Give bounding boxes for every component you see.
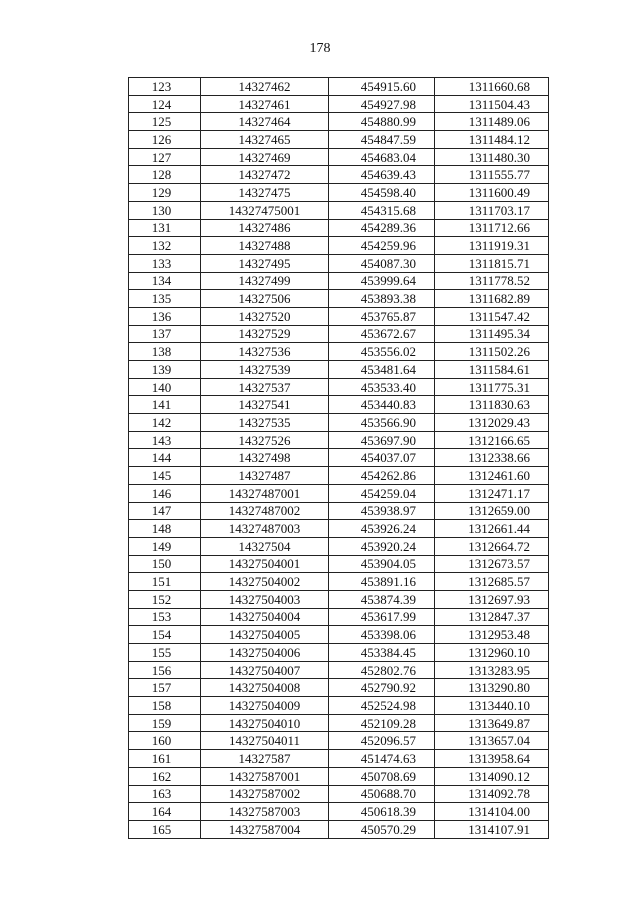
point-number-cell: 156 [129,661,201,679]
x-coordinate-cell: 453874.39 [329,590,435,608]
x-coordinate-cell: 453938.97 [329,502,435,520]
point-id-cell: 14327504003 [201,590,329,608]
y-coordinate-cell: 1311502.26 [435,343,549,361]
point-id-cell: 14327504001 [201,555,329,573]
table-row [129,626,549,644]
table-row [129,95,549,113]
point-id-cell: 14327539 [201,361,329,379]
x-coordinate-cell: 450688.70 [329,785,435,803]
y-coordinate-cell: 1312685.57 [435,573,549,591]
x-coordinate-cell: 450570.29 [329,820,435,838]
point-number-cell: 162 [129,767,201,785]
y-coordinate-cell: 1313440.10 [435,697,549,715]
x-coordinate-cell: 453926.24 [329,520,435,538]
x-coordinate-cell: 452524.98 [329,697,435,715]
table-row [129,431,549,449]
table-row [129,343,549,361]
y-coordinate-cell: 1311584.61 [435,361,549,379]
x-coordinate-cell: 454315.68 [329,201,435,219]
point-id-cell: 14327504 [201,537,329,555]
x-coordinate-cell: 454289.36 [329,219,435,237]
point-number-cell: 142 [129,414,201,432]
x-coordinate-cell: 452790.92 [329,679,435,697]
point-number-cell: 148 [129,520,201,538]
point-number-cell: 160 [129,732,201,750]
y-coordinate-cell: 1314090.12 [435,767,549,785]
x-coordinate-cell: 454262.86 [329,467,435,485]
point-id-cell: 14327536 [201,343,329,361]
x-coordinate-cell: 453556.02 [329,343,435,361]
y-coordinate-cell: 1312029.43 [435,414,549,432]
x-coordinate-cell: 453440.83 [329,396,435,414]
x-coordinate-cell: 454927.98 [329,95,435,113]
table-row [129,166,549,184]
point-number-cell: 157 [129,679,201,697]
point-id-cell: 14327472 [201,166,329,184]
y-coordinate-cell: 1312953.48 [435,626,549,644]
point-number-cell: 159 [129,714,201,732]
point-number-cell: 132 [129,237,201,255]
table-row [129,254,549,272]
y-coordinate-cell: 1314104.00 [435,803,549,821]
table-row [129,661,549,679]
point-number-cell: 129 [129,184,201,202]
table-row [129,537,549,555]
table-row [129,679,549,697]
table-row [129,644,549,662]
table-row [129,113,549,131]
table-row [129,714,549,732]
point-number-cell: 165 [129,820,201,838]
point-number-cell: 152 [129,590,201,608]
point-id-cell: 14327587001 [201,767,329,785]
point-number-cell: 150 [129,555,201,573]
table-row [129,290,549,308]
y-coordinate-cell: 1312664.72 [435,537,549,555]
y-coordinate-cell: 1311480.30 [435,148,549,166]
x-coordinate-cell: 453398.06 [329,626,435,644]
table-row [129,414,549,432]
y-coordinate-cell: 1311495.34 [435,325,549,343]
table-row [129,502,549,520]
y-coordinate-cell: 1312338.66 [435,449,549,467]
point-id-cell: 14327462 [201,78,329,96]
point-id-cell: 14327520 [201,307,329,325]
point-id-cell: 14327469 [201,148,329,166]
point-number-cell: 163 [129,785,201,803]
point-number-cell: 125 [129,113,201,131]
point-id-cell: 14327487002 [201,502,329,520]
point-number-cell: 127 [129,148,201,166]
point-number-cell: 164 [129,803,201,821]
table-row [129,785,549,803]
point-id-cell: 14327535 [201,414,329,432]
x-coordinate-cell: 454259.96 [329,237,435,255]
point-id-cell: 14327541 [201,396,329,414]
point-number-cell: 149 [129,537,201,555]
x-coordinate-cell: 453904.05 [329,555,435,573]
y-coordinate-cell: 1314107.91 [435,820,549,838]
point-id-cell: 14327486 [201,219,329,237]
point-number-cell: 151 [129,573,201,591]
table-row [129,767,549,785]
table-row [129,148,549,166]
x-coordinate-cell: 453384.45 [329,644,435,662]
table-row [129,219,549,237]
x-coordinate-cell: 454037.07 [329,449,435,467]
point-id-cell: 14327498 [201,449,329,467]
point-id-cell: 14327587 [201,750,329,768]
point-id-cell: 14327504009 [201,697,329,715]
x-coordinate-cell: 450618.39 [329,803,435,821]
point-number-cell: 123 [129,78,201,96]
x-coordinate-cell: 454847.59 [329,131,435,149]
point-number-cell: 136 [129,307,201,325]
x-coordinate-cell: 453765.87 [329,307,435,325]
y-coordinate-cell: 1312697.93 [435,590,549,608]
point-id-cell: 14327495 [201,254,329,272]
x-coordinate-cell: 453617.99 [329,608,435,626]
point-id-cell: 14327499 [201,272,329,290]
y-coordinate-cell: 1311778.52 [435,272,549,290]
x-coordinate-cell: 453893.38 [329,290,435,308]
table-row [129,184,549,202]
point-number-cell: 128 [129,166,201,184]
x-coordinate-cell: 452109.28 [329,714,435,732]
table-row [129,449,549,467]
table-row [129,697,549,715]
y-coordinate-cell: 1311489.06 [435,113,549,131]
y-coordinate-cell: 1311600.49 [435,184,549,202]
point-id-cell: 14327529 [201,325,329,343]
table-row [129,732,549,750]
table-row [129,555,549,573]
x-coordinate-cell: 453533.40 [329,378,435,396]
x-coordinate-cell: 451474.63 [329,750,435,768]
x-coordinate-cell: 452802.76 [329,661,435,679]
point-number-cell: 126 [129,131,201,149]
y-coordinate-cell: 1312673.57 [435,555,549,573]
x-coordinate-cell: 453999.64 [329,272,435,290]
point-number-cell: 138 [129,343,201,361]
y-coordinate-cell: 1311547.42 [435,307,549,325]
point-id-cell: 14327526 [201,431,329,449]
table-row [129,272,549,290]
y-coordinate-cell: 1311775.31 [435,378,549,396]
point-number-cell: 146 [129,484,201,502]
point-id-cell: 14327504010 [201,714,329,732]
table-row [129,201,549,219]
y-coordinate-cell: 1311484.12 [435,131,549,149]
x-coordinate-cell: 453697.90 [329,431,435,449]
y-coordinate-cell: 1313649.87 [435,714,549,732]
x-coordinate-cell: 454259.04 [329,484,435,502]
y-coordinate-cell: 1312461.60 [435,467,549,485]
table-row [129,750,549,768]
x-coordinate-cell: 453566.90 [329,414,435,432]
point-id-cell: 14327465 [201,131,329,149]
point-number-cell: 137 [129,325,201,343]
table-row [129,361,549,379]
coordinates-table-body [129,78,549,839]
y-coordinate-cell: 1311712.66 [435,219,549,237]
x-coordinate-cell: 454683.04 [329,148,435,166]
x-coordinate-cell: 453920.24 [329,537,435,555]
table-row [129,467,549,485]
point-id-cell: 14327504005 [201,626,329,644]
point-number-cell: 144 [129,449,201,467]
point-number-cell: 154 [129,626,201,644]
y-coordinate-cell: 1311815.71 [435,254,549,272]
point-number-cell: 133 [129,254,201,272]
point-id-cell: 14327475001 [201,201,329,219]
point-number-cell: 139 [129,361,201,379]
point-number-cell: 155 [129,644,201,662]
table-row [129,131,549,149]
x-coordinate-cell: 454639.43 [329,166,435,184]
table-row [129,608,549,626]
y-coordinate-cell: 1311682.89 [435,290,549,308]
point-id-cell: 14327587003 [201,803,329,821]
table-row [129,520,549,538]
table-row [129,803,549,821]
point-id-cell: 14327504008 [201,679,329,697]
y-coordinate-cell: 1313657.04 [435,732,549,750]
x-coordinate-cell: 452096.57 [329,732,435,750]
table-row [129,307,549,325]
table-row [129,396,549,414]
y-coordinate-cell: 1312960.10 [435,644,549,662]
point-number-cell: 143 [129,431,201,449]
x-coordinate-cell: 454087.30 [329,254,435,272]
point-id-cell: 14327487001 [201,484,329,502]
y-coordinate-cell: 1312471.17 [435,484,549,502]
point-id-cell: 14327461 [201,95,329,113]
point-id-cell: 14327504011 [201,732,329,750]
point-id-cell: 14327587002 [201,785,329,803]
page-number: 178 [309,41,331,56]
y-coordinate-cell: 1311555.77 [435,166,549,184]
y-coordinate-cell: 1313958.64 [435,750,549,768]
point-id-cell: 14327488 [201,237,329,255]
y-coordinate-cell: 1311660.68 [435,78,549,96]
x-coordinate-cell: 450708.69 [329,767,435,785]
point-id-cell: 14327504002 [201,573,329,591]
table-row [129,325,549,343]
point-number-cell: 140 [129,378,201,396]
table-row [129,820,549,838]
coordinates-table [128,77,549,839]
y-coordinate-cell: 1312847.37 [435,608,549,626]
point-id-cell: 14327587004 [201,820,329,838]
point-number-cell: 141 [129,396,201,414]
table-row [129,237,549,255]
point-id-cell: 14327504004 [201,608,329,626]
point-id-cell: 14327506 [201,290,329,308]
point-number-cell: 130 [129,201,201,219]
point-number-cell: 153 [129,608,201,626]
point-id-cell: 14327504006 [201,644,329,662]
x-coordinate-cell: 454915.60 [329,78,435,96]
point-number-cell: 158 [129,697,201,715]
y-coordinate-cell: 1314092.78 [435,785,549,803]
y-coordinate-cell: 1311703.17 [435,201,549,219]
x-coordinate-cell: 454598.40 [329,184,435,202]
point-id-cell: 14327537 [201,378,329,396]
point-number-cell: 134 [129,272,201,290]
point-number-cell: 135 [129,290,201,308]
point-number-cell: 131 [129,219,201,237]
point-number-cell: 147 [129,502,201,520]
y-coordinate-cell: 1312661.44 [435,520,549,538]
point-number-cell: 161 [129,750,201,768]
table-row [129,378,549,396]
y-coordinate-cell: 1312166.65 [435,431,549,449]
point-number-cell: 124 [129,95,201,113]
y-coordinate-cell: 1313283.95 [435,661,549,679]
y-coordinate-cell: 1311504.43 [435,95,549,113]
y-coordinate-cell: 1313290.80 [435,679,549,697]
y-coordinate-cell: 1312659.00 [435,502,549,520]
point-id-cell: 14327504007 [201,661,329,679]
table-row [129,573,549,591]
y-coordinate-cell: 1311830.63 [435,396,549,414]
point-number-cell: 145 [129,467,201,485]
table-row [129,590,549,608]
point-id-cell: 14327464 [201,113,329,131]
point-id-cell: 14327487 [201,467,329,485]
point-id-cell: 14327487003 [201,520,329,538]
table-row [129,484,549,502]
x-coordinate-cell: 453891.16 [329,573,435,591]
x-coordinate-cell: 453672.67 [329,325,435,343]
point-id-cell: 14327475 [201,184,329,202]
table-row [129,78,549,96]
y-coordinate-cell: 1311919.31 [435,237,549,255]
x-coordinate-cell: 453481.64 [329,361,435,379]
x-coordinate-cell: 454880.99 [329,113,435,131]
